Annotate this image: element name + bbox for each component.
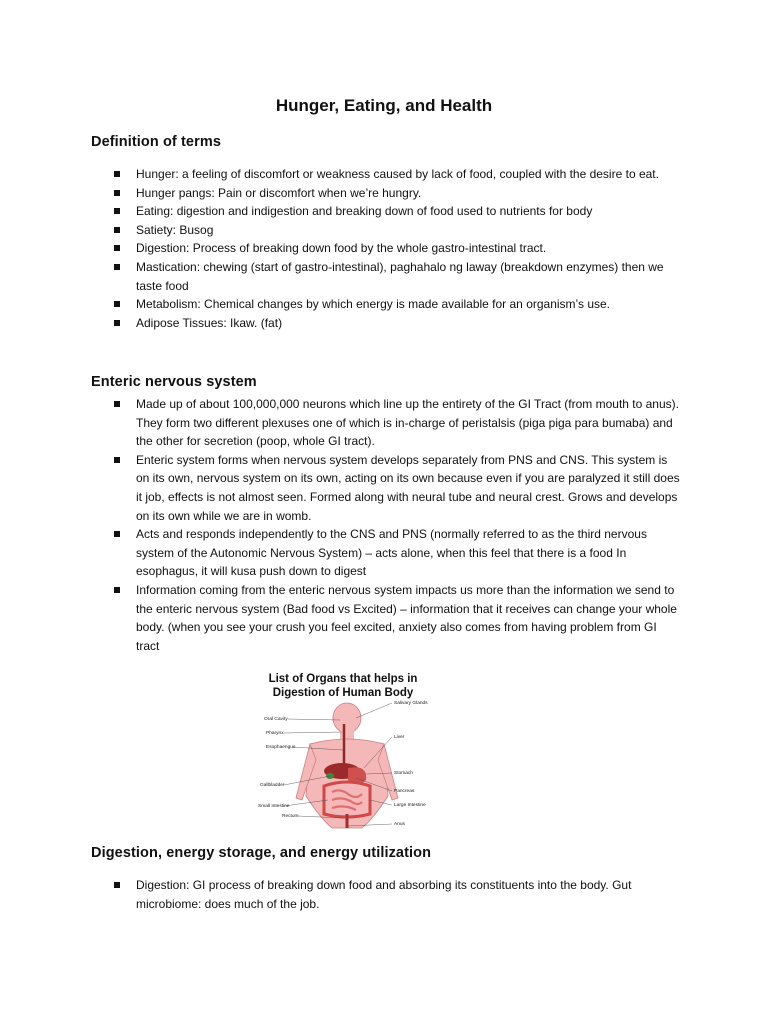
list-item: Made up of about 100,000,000 neurons which line up the entirety of the GI Tract (from mouth to anus). They form two different plexuses one of which is in-charge of peristalsis (piga piga para bumaba) and the other for secretion (poop, whole GI tract).	[114, 395, 680, 451]
label-large-intestine: Large Intestine	[394, 803, 426, 808]
list-item: Digestion: Process of breaking down food by the whole gastro-intestinal tract.	[114, 239, 680, 258]
list-item: Enteric system forms when nervous system develops separately from PNS and CNS. This system is on its own, nervous system on its own, acting on its own because even if you are paralyzed it still does it job, effects is not almost seen. Formed along with neural tube and neural crest. Grows and develops on its own while we are in womb.	[114, 451, 680, 525]
label-anus: Anus	[394, 822, 405, 827]
label-esophagus: Esophaengus	[266, 745, 296, 750]
section-heading-digestion: Digestion, energy storage, and energy utilization	[91, 845, 432, 861]
figure-title-line2: Digestion of Human Body	[272, 687, 414, 699]
list-item: Acts and responds independently to the CNS and PNS (normally referred to as the third nervous system of the Autonomic Nervous System) – acts alone, when this feel that there is a food In esophagus, it will kusa push down to digest	[114, 525, 680, 581]
list-item: Hunger pangs: Pain or discomfort when we’re hungry.	[114, 184, 680, 203]
enteric-list	[114, 395, 680, 655]
list-item: Digestion: GI process of breaking down food and absorbing its constituents into the body. Gut microbiome: does much of the job.	[114, 876, 680, 913]
digestive-system-figure	[244, 668, 442, 832]
list-item: Eating: digestion and indigestion and breaking down of food used to nutrients for body	[114, 202, 680, 221]
label-liver: Liver	[394, 735, 405, 740]
list-item: Adipose Tissues: Ikaw. (fat)	[114, 314, 680, 333]
label-gallbladder: Gallbladder	[260, 783, 285, 788]
section-heading-definitions: Definition of terms	[91, 134, 221, 150]
definitions-list	[114, 165, 680, 332]
document-title: Hunger, Eating, and Health	[275, 96, 493, 115]
digestion-list	[114, 876, 680, 913]
list-item: Metabolism: Chemical changes by which energy is made available for an organism’s use.	[114, 295, 680, 314]
label-rectum: Rectum	[282, 814, 299, 819]
label-pharynx: Pharynx	[266, 731, 284, 736]
label-pancreas: Pancreas	[394, 789, 415, 794]
label-oral-cavity: Oral Cavity	[264, 717, 288, 722]
figure-title-line1: List of Organs that helps in	[268, 673, 418, 685]
list-item: Hunger: a feeling of discomfort or weakness caused by lack of food, coupled with the desire to eat.	[114, 165, 680, 184]
list-item: Mastication: chewing (start of gastro-intestinal), paghahalo ng laway (breakdown enzymes) then we taste food	[114, 258, 680, 295]
list-item: Information coming from the enteric nervous system impacts us more than the information we send to the enteric nervous system (Bad food vs Excited) – information that it receives can change your whole body. (when you see your crush you feel excited, anxiety also comes from having problem from GI tract	[114, 581, 680, 655]
label-small-intestine: Small Intestine	[258, 804, 290, 809]
section-heading-enteric: Enteric nervous system	[91, 374, 257, 390]
list-item: Satiety: Busog	[114, 221, 680, 240]
label-stomach: Stomach	[394, 771, 413, 776]
label-salivary-glands: Salivary Glands	[394, 701, 428, 706]
